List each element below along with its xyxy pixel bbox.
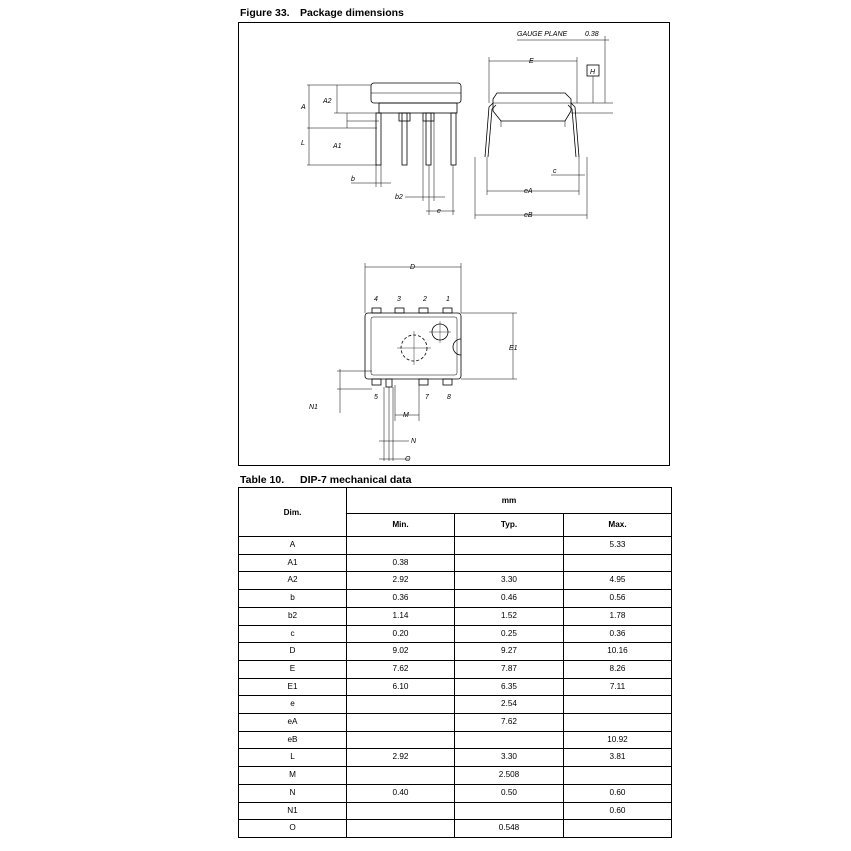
cell-typ: 1.52 bbox=[455, 607, 564, 625]
cell-dim: e bbox=[239, 696, 347, 714]
header-min: Min. bbox=[347, 513, 455, 536]
cell-max bbox=[564, 820, 672, 838]
table-row bbox=[239, 696, 672, 714]
cell-max: 0.60 bbox=[564, 802, 672, 820]
cell-dim: D bbox=[239, 643, 347, 661]
table-number: Table 10. bbox=[240, 474, 285, 486]
O-label: O bbox=[405, 456, 411, 463]
cell-dim: A bbox=[239, 537, 347, 555]
cell-min bbox=[347, 714, 455, 732]
c-label: c bbox=[553, 168, 557, 175]
header-typ: Typ. bbox=[455, 513, 564, 536]
cell-max: 0.56 bbox=[564, 590, 672, 608]
A-label: A bbox=[301, 104, 306, 111]
eB-label: eB bbox=[524, 212, 533, 219]
cell-min: 0.40 bbox=[347, 784, 455, 802]
H-label: H bbox=[590, 69, 596, 76]
header-dim: Dim. bbox=[239, 488, 347, 537]
table-body bbox=[239, 537, 672, 838]
cell-dim: c bbox=[239, 625, 347, 643]
cell-min bbox=[347, 802, 455, 820]
cell-dim: A2 bbox=[239, 572, 347, 590]
cell-dim: A1 bbox=[239, 554, 347, 572]
cell-dim: eA bbox=[239, 714, 347, 732]
figure-title: Package dimensions bbox=[300, 7, 404, 19]
cell-typ: 2.54 bbox=[455, 696, 564, 714]
cell-typ: 0.548 bbox=[455, 820, 564, 838]
table-row bbox=[239, 537, 672, 555]
cell-typ bbox=[455, 731, 564, 749]
cell-typ: 3.30 bbox=[455, 572, 564, 590]
cell-typ bbox=[455, 537, 564, 555]
cell-typ: 0.46 bbox=[455, 590, 564, 608]
cell-typ: 9.27 bbox=[455, 643, 564, 661]
cell-typ bbox=[455, 554, 564, 572]
cell-typ: 6.35 bbox=[455, 678, 564, 696]
cell-typ: 0.25 bbox=[455, 625, 564, 643]
cell-dim: b bbox=[239, 590, 347, 608]
cell-min: 0.38 bbox=[347, 554, 455, 572]
cell-typ bbox=[455, 802, 564, 820]
cell-max: 10.92 bbox=[564, 731, 672, 749]
cell-dim: O bbox=[239, 820, 347, 838]
cell-max bbox=[564, 554, 672, 572]
pin-2-label: 2 bbox=[423, 296, 427, 303]
cell-dim: b2 bbox=[239, 607, 347, 625]
mechanical-data-table bbox=[238, 487, 672, 838]
A1-label: A1 bbox=[333, 143, 342, 150]
cell-max: 0.60 bbox=[564, 784, 672, 802]
E1-label: E1 bbox=[509, 345, 518, 352]
gauge-value-label: 0.38 bbox=[585, 31, 599, 38]
cell-max: 0.36 bbox=[564, 625, 672, 643]
cell-dim: N bbox=[239, 784, 347, 802]
pin-8-label: 8 bbox=[447, 394, 451, 401]
table-row bbox=[239, 820, 672, 838]
pin-3-label: 3 bbox=[397, 296, 401, 303]
b2-label: b2 bbox=[395, 194, 403, 201]
table-row bbox=[239, 643, 672, 661]
cell-dim: eB bbox=[239, 731, 347, 749]
cell-max: 8.26 bbox=[564, 660, 672, 678]
table-row bbox=[239, 714, 672, 732]
header-unit: mm bbox=[347, 488, 672, 514]
table-caption bbox=[240, 474, 411, 486]
cell-min: 7.62 bbox=[347, 660, 455, 678]
cell-min bbox=[347, 767, 455, 785]
pin-4-label: 4 bbox=[374, 296, 378, 303]
M-label: M bbox=[403, 412, 409, 419]
table-row bbox=[239, 607, 672, 625]
cell-min: 1.14 bbox=[347, 607, 455, 625]
N-label: N bbox=[411, 438, 417, 445]
cell-max: 10.16 bbox=[564, 643, 672, 661]
cell-min: 0.20 bbox=[347, 625, 455, 643]
cell-dim: M bbox=[239, 767, 347, 785]
cell-min bbox=[347, 696, 455, 714]
L-label: L bbox=[301, 140, 305, 147]
cell-min bbox=[347, 820, 455, 838]
cell-max: 3.81 bbox=[564, 749, 672, 767]
cell-dim: N1 bbox=[239, 802, 347, 820]
top-view bbox=[337, 263, 517, 461]
header-max: Max. bbox=[564, 513, 672, 536]
cell-dim: E bbox=[239, 660, 347, 678]
cell-max bbox=[564, 714, 672, 732]
cell-min: 0.36 bbox=[347, 590, 455, 608]
cell-typ: 7.87 bbox=[455, 660, 564, 678]
table-row bbox=[239, 660, 672, 678]
table-row bbox=[239, 784, 672, 802]
table-title: DIP-7 mechanical data bbox=[300, 474, 412, 486]
cell-min bbox=[347, 731, 455, 749]
cell-max: 4.95 bbox=[564, 572, 672, 590]
table-row bbox=[239, 678, 672, 696]
package-dimensions-diagram bbox=[239, 23, 671, 467]
table-row bbox=[239, 749, 672, 767]
e-label: e bbox=[437, 208, 441, 215]
cell-min: 6.10 bbox=[347, 678, 455, 696]
table-row bbox=[239, 572, 672, 590]
cell-min bbox=[347, 537, 455, 555]
table-row bbox=[239, 802, 672, 820]
cell-typ: 3.30 bbox=[455, 749, 564, 767]
table-row bbox=[239, 625, 672, 643]
D-label: D bbox=[410, 264, 416, 271]
cell-typ: 2.508 bbox=[455, 767, 564, 785]
pin-1-label: 1 bbox=[446, 296, 450, 303]
figure-caption bbox=[240, 7, 404, 19]
table-row bbox=[239, 731, 672, 749]
cell-max: 1.78 bbox=[564, 607, 672, 625]
gauge-plane-label: GAUGE PLANE bbox=[517, 31, 568, 38]
table-row bbox=[239, 767, 672, 785]
cell-min: 9.02 bbox=[347, 643, 455, 661]
cell-max: 7.11 bbox=[564, 678, 672, 696]
cell-min: 2.92 bbox=[347, 749, 455, 767]
cell-min: 2.92 bbox=[347, 572, 455, 590]
pin-5-label: 5 bbox=[374, 394, 378, 401]
cell-max: 5.33 bbox=[564, 537, 672, 555]
table-row bbox=[239, 590, 672, 608]
b-label: b bbox=[351, 176, 355, 183]
front-view bbox=[475, 36, 613, 219]
cell-max bbox=[564, 767, 672, 785]
figure-number: Figure 33. bbox=[240, 7, 290, 19]
N1-label: N1 bbox=[309, 404, 318, 411]
cell-dim: E1 bbox=[239, 678, 347, 696]
cell-dim: L bbox=[239, 749, 347, 767]
A2-label: A2 bbox=[323, 98, 332, 105]
cell-max bbox=[564, 696, 672, 714]
cell-typ: 0.50 bbox=[455, 784, 564, 802]
table-row bbox=[239, 554, 672, 572]
E-label: E bbox=[529, 58, 534, 65]
eA-label: eA bbox=[524, 188, 533, 195]
package-drawing bbox=[238, 22, 670, 466]
cell-typ: 7.62 bbox=[455, 714, 564, 732]
pin-7-label: 7 bbox=[425, 394, 429, 401]
